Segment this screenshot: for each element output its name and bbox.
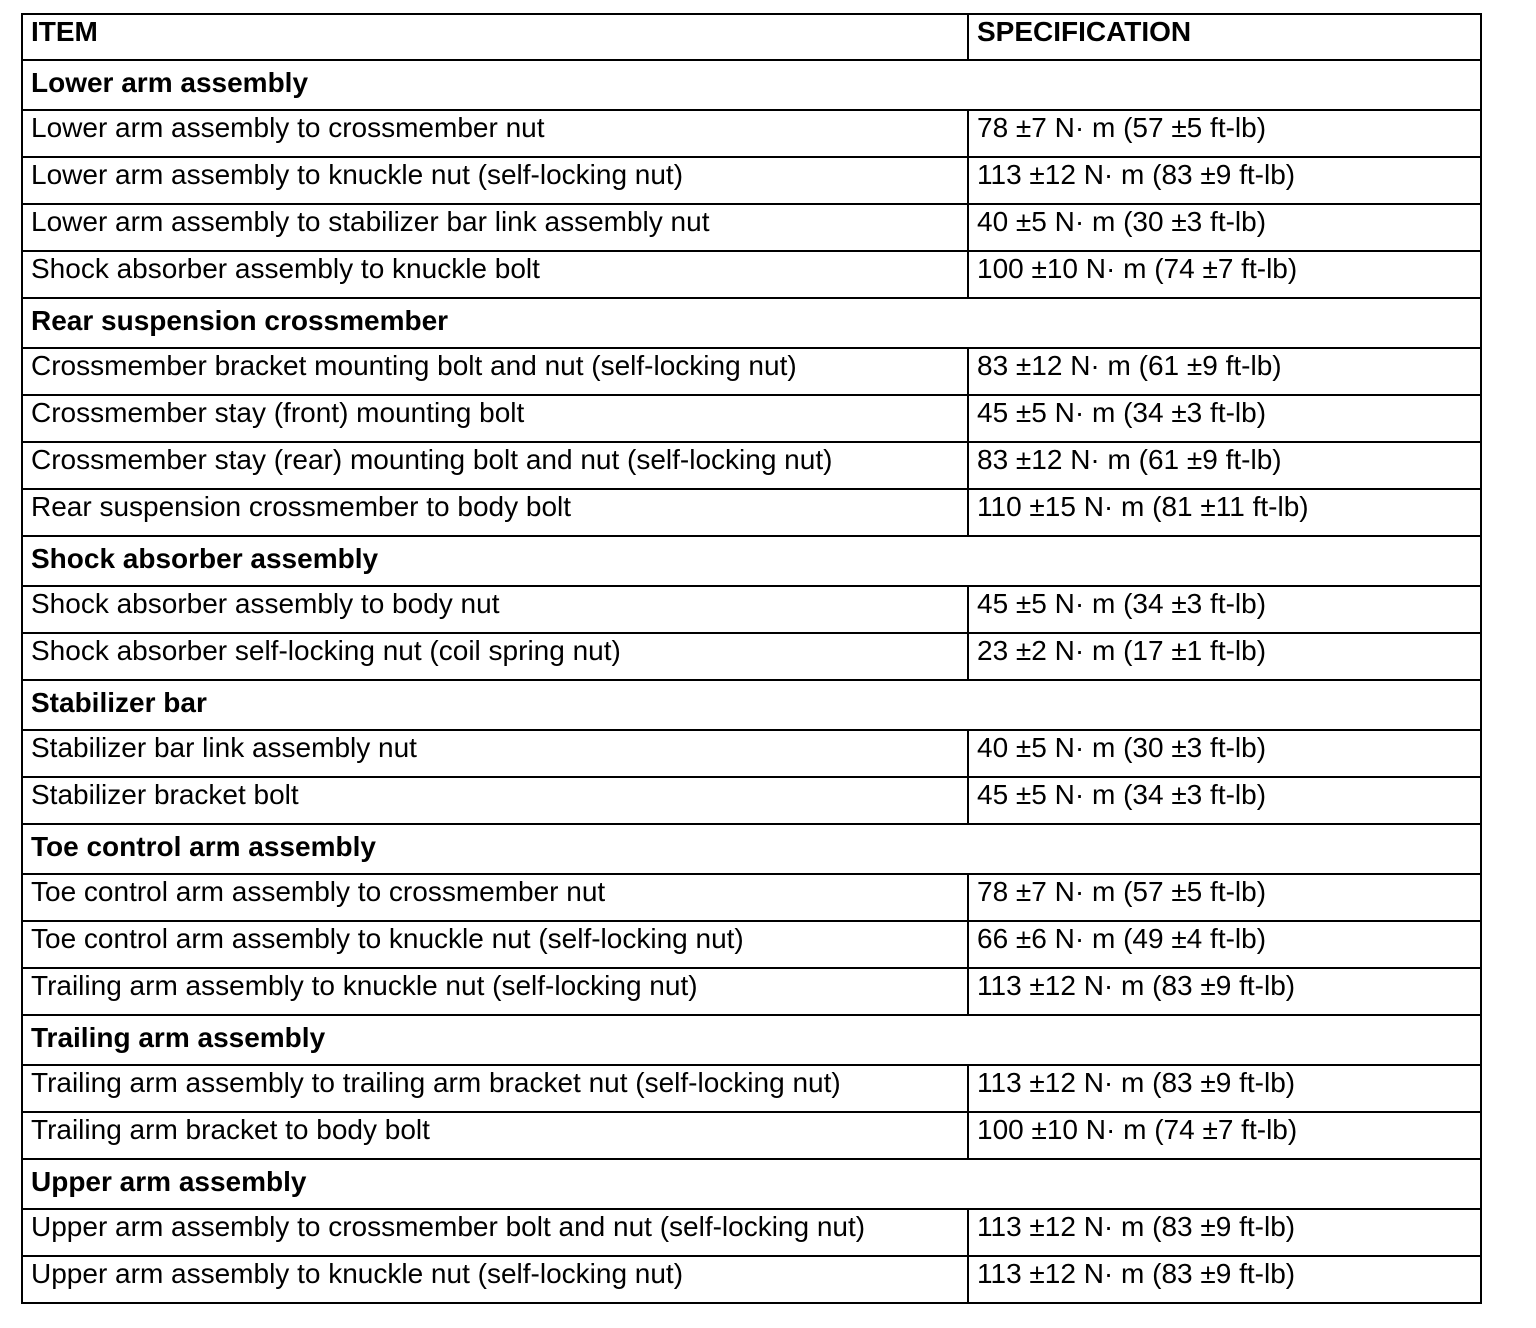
section-row	[22, 298, 1481, 348]
section-row	[22, 60, 1481, 110]
table-header-row	[22, 14, 1481, 60]
specification-cell: 83 ±12 N· m (61 ±9 ft-lb)	[968, 442, 1481, 489]
table-row	[22, 1065, 1481, 1112]
item-cell: Lower arm assembly to stabilizer bar link assembly nut	[22, 204, 968, 251]
section-row	[22, 824, 1481, 874]
specification-cell: 113 ±12 N· m (83 ±9 ft-lb)	[968, 968, 1481, 1015]
table-row	[22, 489, 1481, 536]
specification-cell: 113 ±12 N· m (83 ±9 ft-lb)	[968, 1256, 1481, 1303]
specification-cell: 100 ±10 N· m (74 ±7 ft-lb)	[968, 1112, 1481, 1159]
table-row	[22, 777, 1481, 824]
item-cell: Stabilizer bracket bolt	[22, 777, 968, 824]
specification-cell: 113 ±12 N· m (83 ±9 ft-lb)	[968, 157, 1481, 204]
item-cell: Lower arm assembly to crossmember nut	[22, 110, 968, 157]
specification-cell: 110 ±15 N· m (81 ±11 ft-lb)	[968, 489, 1481, 536]
table-row	[22, 204, 1481, 251]
table-row	[22, 874, 1481, 921]
specification-cell: 45 ±5 N· m (34 ±3 ft-lb)	[968, 777, 1481, 824]
specification-cell: 78 ±7 N· m (57 ±5 ft-lb)	[968, 874, 1481, 921]
table-row	[22, 1209, 1481, 1256]
specification-cell: 45 ±5 N· m (34 ±3 ft-lb)	[968, 395, 1481, 442]
table-row	[22, 968, 1481, 1015]
table-row	[22, 633, 1481, 680]
column-header-item: ITEM	[22, 14, 968, 60]
item-cell: Trailing arm bracket to body bolt	[22, 1112, 968, 1159]
section-row	[22, 1159, 1481, 1209]
item-cell: Trailing arm assembly to trailing arm bracket nut (self-locking nut)	[22, 1065, 968, 1112]
torque-spec-table	[21, 13, 1482, 1304]
item-cell: Toe control arm assembly to crossmember nut	[22, 874, 968, 921]
item-cell: Crossmember bracket mounting bolt and nut (self-locking nut)	[22, 348, 968, 395]
item-cell: Shock absorber assembly to body nut	[22, 586, 968, 633]
section-row	[22, 680, 1481, 730]
section-row	[22, 1015, 1481, 1065]
section-title: Lower arm assembly	[22, 60, 1481, 110]
specification-cell: 23 ±2 N· m (17 ±1 ft-lb)	[968, 633, 1481, 680]
section-title: Toe control arm assembly	[22, 824, 1481, 874]
item-cell: Stabilizer bar link assembly nut	[22, 730, 968, 777]
table-row	[22, 586, 1481, 633]
column-header-specification: SPECIFICATION	[968, 14, 1481, 60]
item-cell: Crossmember stay (rear) mounting bolt and nut (self-locking nut)	[22, 442, 968, 489]
specification-cell: 66 ±6 N· m (49 ±4 ft-lb)	[968, 921, 1481, 968]
table-row	[22, 442, 1481, 489]
table-body	[22, 60, 1481, 1303]
item-cell: Upper arm assembly to knuckle nut (self-locking nut)	[22, 1256, 968, 1303]
item-cell: Rear suspension crossmember to body bolt	[22, 489, 968, 536]
item-cell: Toe control arm assembly to knuckle nut (self-locking nut)	[22, 921, 968, 968]
section-title: Trailing arm assembly	[22, 1015, 1481, 1065]
specification-cell: 40 ±5 N· m (30 ±3 ft-lb)	[968, 204, 1481, 251]
table-row	[22, 157, 1481, 204]
specification-cell: 100 ±10 N· m (74 ±7 ft-lb)	[968, 251, 1481, 298]
table-row	[22, 1112, 1481, 1159]
item-cell: Lower arm assembly to knuckle nut (self-locking nut)	[22, 157, 968, 204]
section-title: Upper arm assembly	[22, 1159, 1481, 1209]
item-cell: Shock absorber assembly to knuckle bolt	[22, 251, 968, 298]
table-row	[22, 395, 1481, 442]
table-row	[22, 251, 1481, 298]
specification-cell: 40 ±5 N· m (30 ±3 ft-lb)	[968, 730, 1481, 777]
section-title: Shock absorber assembly	[22, 536, 1481, 586]
section-row	[22, 536, 1481, 586]
table-row	[22, 348, 1481, 395]
specification-cell: 83 ±12 N· m (61 ±9 ft-lb)	[968, 348, 1481, 395]
table-row	[22, 110, 1481, 157]
item-cell: Trailing arm assembly to knuckle nut (self-locking nut)	[22, 968, 968, 1015]
table-row	[22, 921, 1481, 968]
specification-cell: 113 ±12 N· m (83 ±9 ft-lb)	[968, 1065, 1481, 1112]
specification-cell: 113 ±12 N· m (83 ±9 ft-lb)	[968, 1209, 1481, 1256]
specification-cell: 78 ±7 N· m (57 ±5 ft-lb)	[968, 110, 1481, 157]
item-cell: Crossmember stay (front) mounting bolt	[22, 395, 968, 442]
specification-cell: 45 ±5 N· m (34 ±3 ft-lb)	[968, 586, 1481, 633]
section-title: Rear suspension crossmember	[22, 298, 1481, 348]
section-title: Stabilizer bar	[22, 680, 1481, 730]
item-cell: Upper arm assembly to crossmember bolt and nut (self-locking nut)	[22, 1209, 968, 1256]
table-row	[22, 1256, 1481, 1303]
item-cell: Shock absorber self-locking nut (coil spring nut)	[22, 633, 968, 680]
table-row	[22, 730, 1481, 777]
